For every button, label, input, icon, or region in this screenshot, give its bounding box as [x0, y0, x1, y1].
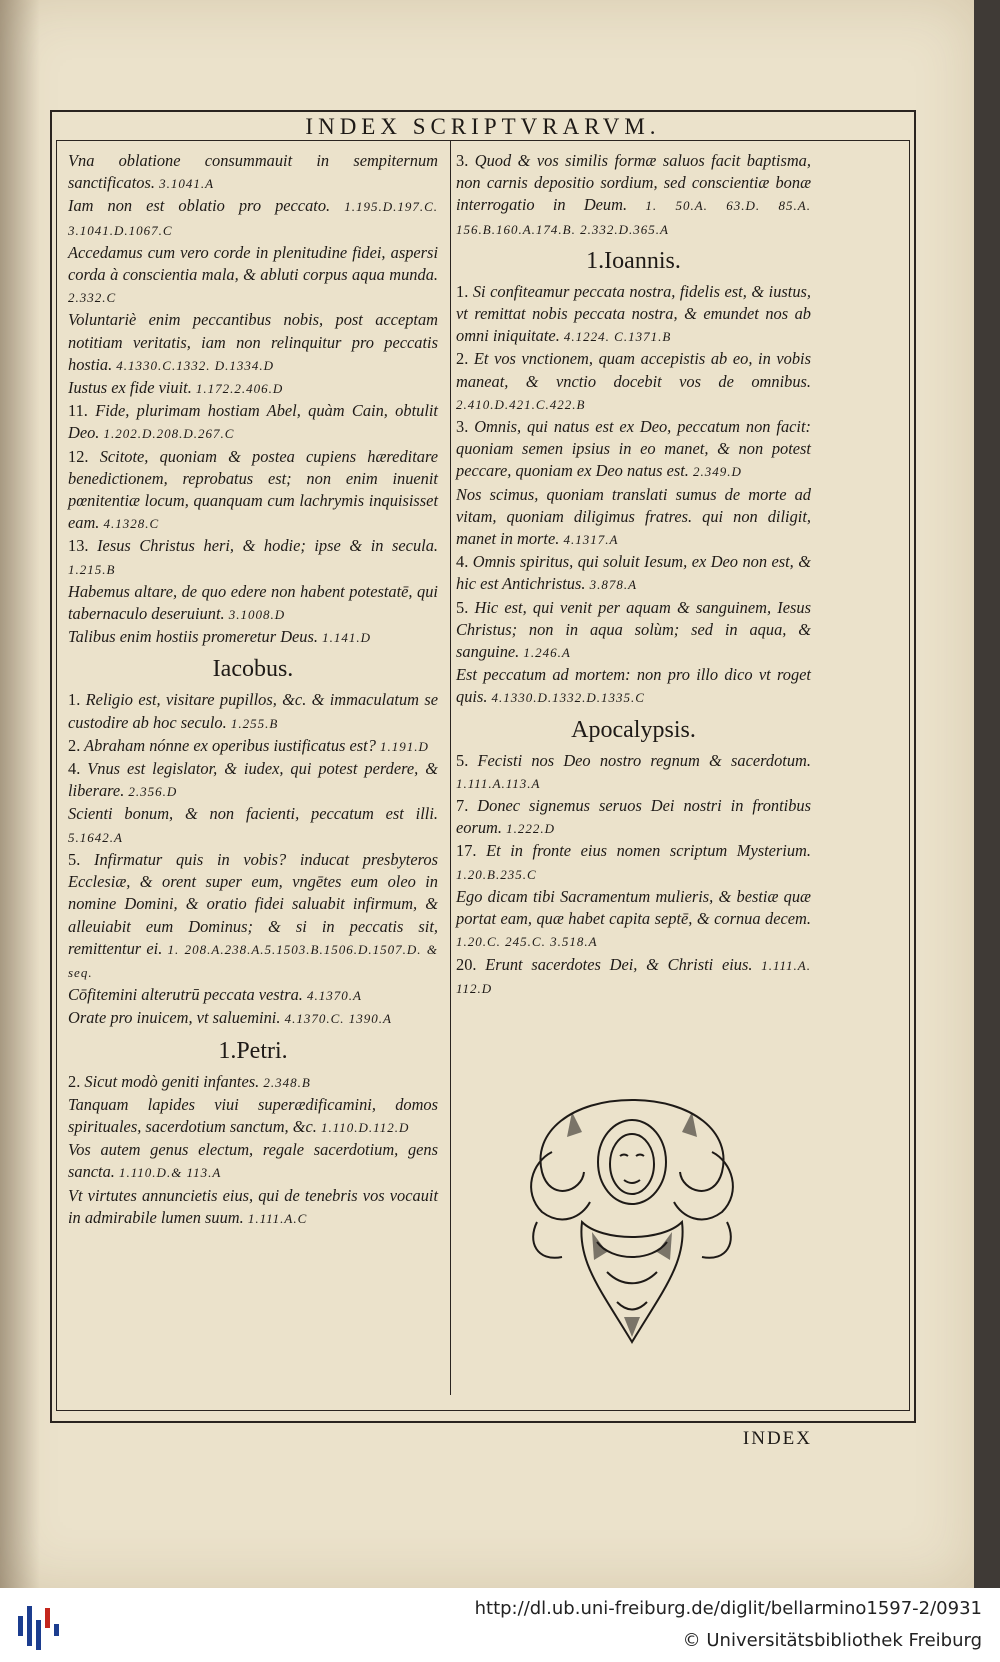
page-reference: 1.246.A [523, 645, 571, 661]
entry-text: Talibus enim hostiis promeretur Deus. [68, 627, 318, 647]
index-entry [68, 1071, 438, 1094]
verse-number: 7. [456, 796, 469, 816]
page-reference: 2.349.D [693, 464, 742, 480]
page-reference: 1.215.B [68, 561, 116, 577]
page-reference: 1. 208.A.238.A.5.1503.B.1506.D.1507.D. & seq. [68, 941, 438, 980]
index-entry [68, 242, 438, 310]
page-reference: 2.410.D.421.C.422.B [456, 396, 586, 412]
page-reference: 4.1370.A [307, 988, 362, 1004]
entry-text: Iustus ex fide viuit. [68, 378, 192, 398]
index-entry [456, 597, 811, 665]
index-entry [68, 689, 438, 734]
verse-number: 2. [68, 1071, 81, 1091]
entry-text: Vos autem genus electum, regale sacerdotium, gens sancta. [68, 1140, 438, 1182]
entry-text: Iesus Christus heri, & hodie; ipse & in secula. [97, 536, 438, 556]
index-entry [456, 750, 811, 795]
index-entry [68, 581, 438, 626]
entry-text: Orate pro inuicem, vt saluemini. [68, 1008, 281, 1028]
entry-text: Et in fronte eius nomen scriptum Mysterium. [486, 841, 811, 861]
page-url-link[interactable]: http://dl.ub.uni-freiburg.de/diglit/bellarmino1597-2/0931 [474, 1598, 982, 1619]
page-reference: 4.1317.A [563, 532, 619, 548]
page-reference: 4.1330.D.1332.D.1335.C [491, 690, 645, 706]
entry-text: Ego dicam tibi Sacramentum mulieris, & bestiæ quæ portat eam, quæ habet capita septē, & cornua decem. [456, 886, 811, 929]
entry-text: Religio est, visitare pupillos, &c. & immaculatum se custodire ab hoc seculo. [68, 690, 438, 732]
entry-text: Omnis spiritus, qui soluit Iesum, ex Deo non est, & hic est Antichristus. [456, 552, 811, 594]
page-reference: 1.20.B.235.C [456, 866, 537, 882]
index-entry [68, 195, 438, 241]
library-footer [0, 1588, 1000, 1662]
verse-number: 5. [456, 750, 469, 770]
index-entry [456, 664, 811, 709]
verse-number: 1. [456, 281, 469, 301]
index-entry [68, 309, 438, 377]
verse-number: 4. [456, 552, 469, 572]
index-entry [68, 150, 438, 195]
index-entry [456, 840, 811, 885]
verse-number: 5. [456, 597, 469, 617]
verse-number: 2. [456, 349, 469, 369]
entry-text: Cōfitemini alterutrū peccata vestra. [68, 985, 303, 1005]
page-reference: 4.1224. C.1371.B [563, 329, 672, 345]
verse-number: 5. [68, 849, 81, 869]
index-entry [456, 795, 811, 840]
library-logo-icon [14, 1598, 64, 1653]
ornament-icon [512, 1092, 752, 1352]
entry-text: Erunt sacerdotes Dei, & Christi eius. [485, 954, 753, 974]
index-entry [68, 984, 438, 1007]
page-reference: 1.110.D.& 113.A [119, 1165, 222, 1181]
index-entry [68, 1139, 438, 1184]
page-reference: 4.1330.C.1332. D.1334.D [116, 357, 274, 373]
page-reference: 5.1642.A [68, 829, 123, 845]
index-entry [68, 1185, 438, 1230]
page-reference: 1.191.D [380, 738, 429, 754]
index-entry [456, 416, 811, 484]
verse-number: 2. [68, 735, 81, 755]
page-reference: 4.1370.C. 1390.A [284, 1011, 392, 1027]
entry-text: Donec signemus seruos Dei nostri in frontibus eorum. [456, 796, 811, 838]
page-reference: 2.356.D [128, 784, 178, 800]
index-entry [68, 626, 438, 649]
entry-text: Accedamus cum vero corde in plenitudine fidei, aspersi corda à conscientia mala, & abluti corpus aqua munda. [68, 242, 438, 285]
entry-text: Tanquam lapides viui superædificamini, domos spirituales, sacerdotium sanctum, &c. [68, 1094, 438, 1136]
entry-text: Quod & vos similis formæ saluos facit baptisma, non carnis depositio sordium, sed conscientiæ bonæ interrogatio in Deum. [456, 151, 811, 215]
index-entry [68, 446, 438, 536]
page-reference: 2.332.C [68, 290, 117, 306]
verse-number: 13. [68, 536, 89, 556]
page-reference: 1. 50.A. 63.D. 85.A. 156.B.160.A.174.B. 2.332.D.365.A [456, 198, 811, 237]
index-entry [68, 758, 438, 803]
entry-text: Scienti bonum, & non facienti, peccatum est illi. [68, 804, 438, 824]
right-column [456, 150, 811, 1000]
page-reference: 3.878.A [589, 577, 638, 593]
verse-number: 4. [68, 759, 81, 779]
binding-shadow [0, 0, 40, 1588]
index-entry [68, 849, 438, 984]
page-reference: 1.172.2.406.D [195, 381, 284, 397]
index-entry [68, 377, 438, 400]
section-heading: Apocalypsis. [571, 716, 696, 743]
page-reference: 3.1008.D [228, 607, 286, 623]
entry-text: Voluntariè enim peccantibus nobis, post acceptam notitiam veritatis, iam non relinquitur pro peccatis hostia. [68, 310, 438, 374]
index-entry [456, 886, 811, 954]
page-reference: 1.20.C. 245.C. 3.518.A [456, 934, 598, 950]
page-reference: 3.1041.A [159, 176, 215, 192]
index-entry [68, 803, 438, 848]
page-reference: 1.110.D.112.D [321, 1119, 410, 1135]
copyright-text: © Universitätsbibliothek Freiburg [682, 1630, 982, 1651]
index-entry [68, 1007, 438, 1030]
page-reference: 4.1328.C [103, 516, 160, 532]
entry-text: Infirmatur quis in vobis? inducat presbyteros Ecclesiæ, & orent super eum, vngētes eum oleo in nomine Domini, & oratio fidei saluabit infirmum, & alleuiabit eum Dominus; & si in peccatis sit, remittentur ei. [68, 849, 438, 958]
page-reference: 1.111.A.C [247, 1210, 308, 1226]
entry-text: Est peccatum ad mortem: non pro illo dico vt roget quis. [456, 665, 811, 707]
index-entry [456, 954, 811, 1000]
entry-text: Omnis, qui natus est ex Deo, peccatum non facit: quoniam semen ipsius in eo manet, & non potest peccare, quoniam ex Deo natus est. [456, 417, 811, 481]
column-divider [450, 140, 451, 1395]
section-heading: Iacobus. [212, 656, 294, 683]
page-reference: 1.222.D [506, 821, 555, 837]
verse-number: 11. [68, 401, 88, 421]
section-heading: 1.Petri. [218, 1037, 288, 1064]
index-entry [456, 484, 811, 552]
index-entry [68, 1094, 438, 1139]
verse-number: 12. [68, 446, 89, 466]
verse-number: 3. [456, 417, 469, 437]
verse-number: 20. [456, 954, 477, 974]
catchword: INDEX [742, 1428, 812, 1449]
entry-text: Scitote, quoniam & postea cupiens hæreditare benedictionem, reprobatus est; non enim inuenit pœnitentiæ locum, quanquam cum lachrymis inquisisset eam. [68, 446, 438, 533]
page-reference: 1.202.D.208.D.267.C [103, 426, 235, 442]
verse-number: 1. [68, 690, 81, 710]
page-reference: 1.195.D.197.C. 3.1041.D.1067.C [68, 199, 438, 238]
section-heading: 1.Ioannis. [586, 247, 681, 274]
entry-text: Nos scimus, quoniam translati sumus de morte ad vitam, quoniam diligimus fratres. qui non diligit, manet in morte. [456, 484, 811, 549]
page-header: INDEX SCRIPTVRARVM. [305, 114, 661, 139]
page-reference: 1.111.A.113.A [456, 775, 541, 791]
index-entry [456, 551, 811, 596]
left-column [68, 150, 438, 1230]
index-entry [456, 150, 811, 241]
verse-number: 17. [456, 841, 477, 861]
entry-text: Vnus est legislator, & iudex, qui potest perdere, & liberare. [68, 759, 438, 801]
entry-text: Abraham nónne ex operibus iustificatus est? [84, 735, 376, 755]
page-reference: 1.141.D [322, 630, 371, 646]
index-entry [456, 348, 811, 416]
entry-text: Fecisti nos Deo nostro regnum & sacerdotum. [477, 750, 811, 770]
entry-text: Vt virtutes annuncietis eius, qui de tenebris vos vocauit in admirabile lumen suum. [68, 1185, 438, 1227]
entry-text: Vna oblatione consummauit in sempiternum sanctificatos. [68, 151, 438, 193]
entry-text: Fide, plurimam hostiam Abel, quàm Cain, obtulit Deo. [68, 401, 438, 443]
index-entry [68, 535, 438, 580]
entry-text: Sicut modò geniti infantes. [84, 1071, 260, 1091]
entry-text: Habemus altare, de quo edere non habent potestatē, qui tabernaculo deseruiunt. [68, 581, 438, 624]
entry-text: Hic est, qui venit per aquam & sanguinem, Iesus Christus; non in aqua solùm; sed in aqua, & sanguine. [456, 597, 811, 662]
verse-number: 3. [456, 151, 469, 170]
entry-text: Iam non est oblatio pro peccato. [68, 196, 331, 216]
index-entry [456, 281, 811, 349]
page-reference: 1.111.A. 112.D [456, 957, 811, 996]
page-reference: 1.255.B [230, 715, 279, 731]
entry-text: Et vos vnctionem, quam accepistis ab eo, in vobis maneat, & vnctio docebit vos de omnibus. [456, 349, 811, 391]
page-reference: 2.348.B [263, 1074, 311, 1090]
index-entry [68, 400, 438, 445]
entry-text: Si confiteamur peccata nostra, fidelis est, & iustus, vt remittat nobis peccata nostra, & emundet nos ab omni iniquitate. [456, 281, 811, 346]
index-entry [68, 735, 438, 758]
